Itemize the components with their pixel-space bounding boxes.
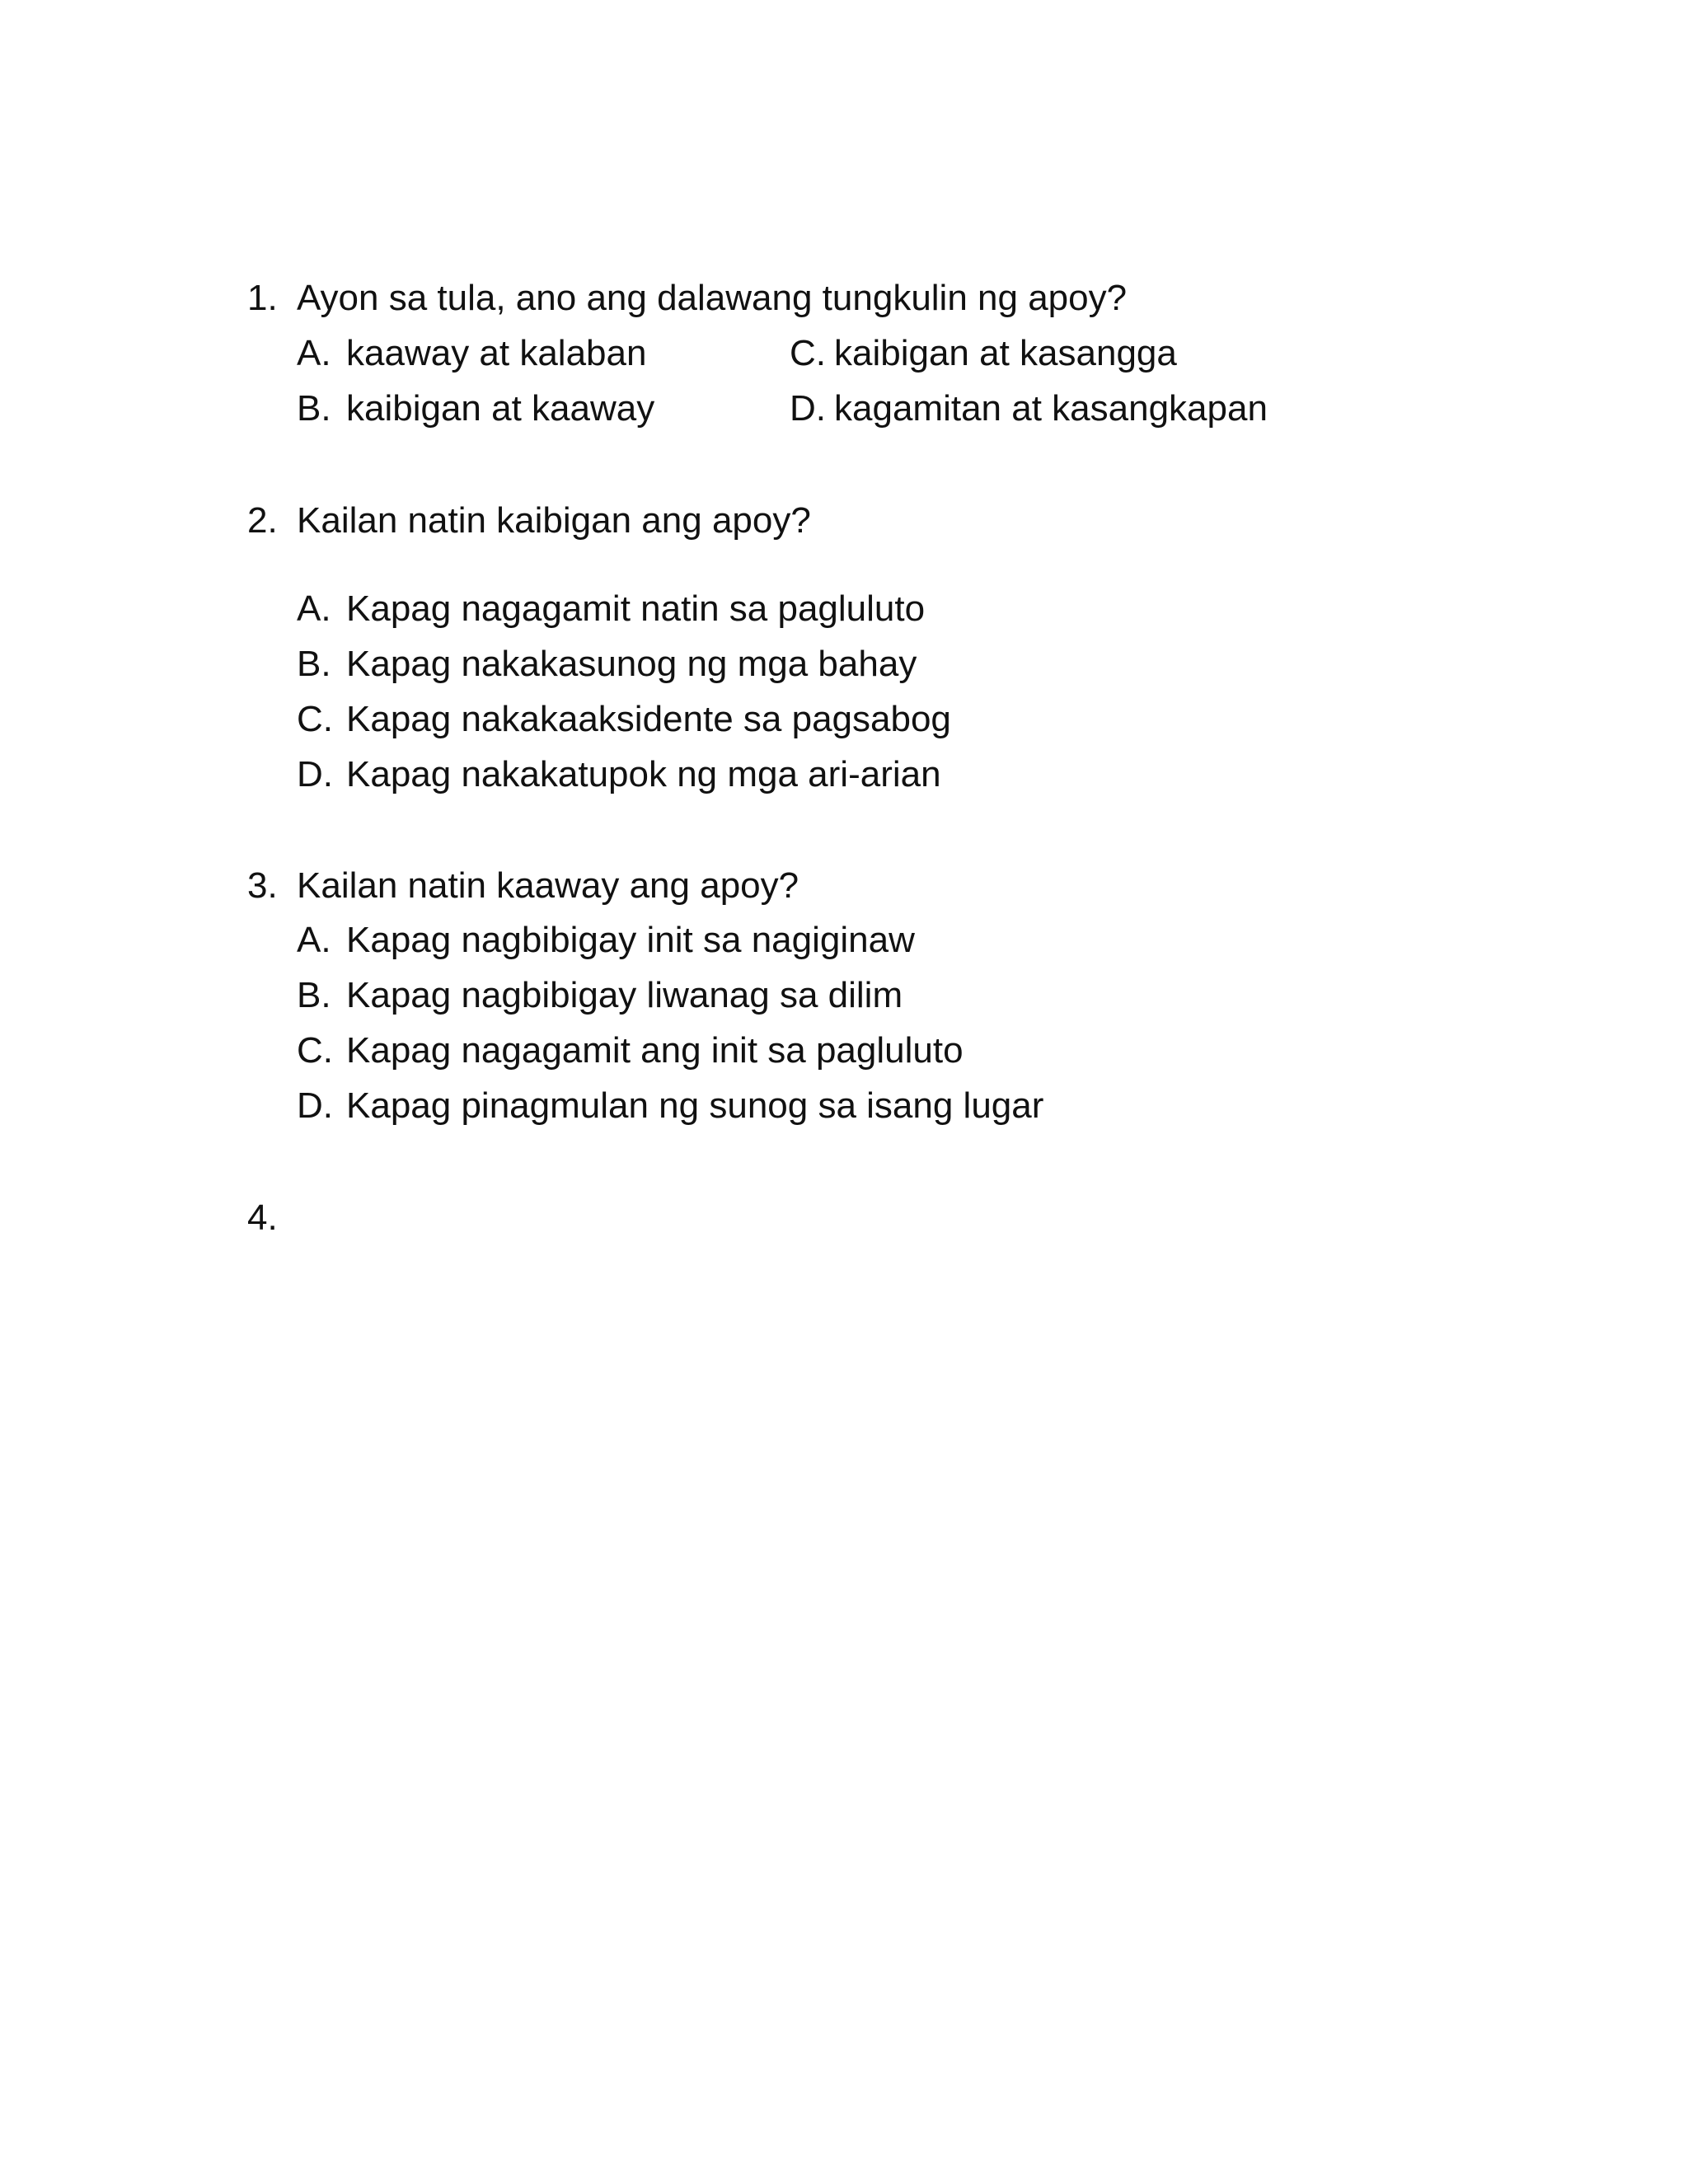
option-letter: C.: [790, 333, 826, 373]
option-letter: B.: [297, 644, 331, 684]
option-text: Kapag nagbibigay liwanag sa dilim: [346, 975, 903, 1015]
question-number: 1.: [247, 278, 278, 318]
option-text: Kapag nakakatupok ng mga ari-arian: [346, 754, 941, 794]
option-text: kaibigan at kaaway: [346, 388, 655, 429]
option-letter: A.: [297, 333, 331, 373]
option-text: kaaway at kalaban: [346, 333, 647, 373]
option-text: kaibigan at kasangga: [834, 333, 1177, 373]
option-letter: C.: [297, 1030, 333, 1071]
option-letter: A.: [297, 920, 331, 960]
question-number: 4.: [247, 1197, 278, 1238]
option-letter: D.: [297, 754, 333, 794]
option-text: Kapag nagbibigay init sa nagiginaw: [346, 920, 915, 960]
option-text: Kapag nagagamit natin sa pagluluto: [346, 588, 926, 629]
option-letter: D.: [297, 1085, 333, 1126]
option-text: Kapag nakakaaksidente sa pagsabog: [346, 699, 951, 739]
question-text: Ayon sa tula, ano ang dalawang tungkulin ng apoy?: [297, 278, 1128, 318]
option-text: Kapag pinagmulan ng sunog sa isang lugar: [346, 1085, 1044, 1126]
option-letter: D.: [790, 388, 826, 429]
question-text: Kailan natin kaibigan ang apoy?: [297, 500, 811, 541]
option-text: Kapag nakakasunog ng mga bahay: [346, 644, 917, 684]
option-text: Kapag nagagamit ang init sa pagluluto: [346, 1030, 964, 1071]
option-letter: B.: [297, 388, 331, 429]
question-number: 2.: [247, 500, 278, 541]
question-number: 3.: [247, 865, 278, 906]
option-text: kagamitan at kasangkapan: [834, 388, 1268, 429]
option-letter: B.: [297, 975, 331, 1015]
option-letter: C.: [297, 699, 333, 739]
question-text: Kailan natin kaaway ang apoy?: [297, 865, 799, 906]
option-letter: A.: [297, 588, 331, 629]
